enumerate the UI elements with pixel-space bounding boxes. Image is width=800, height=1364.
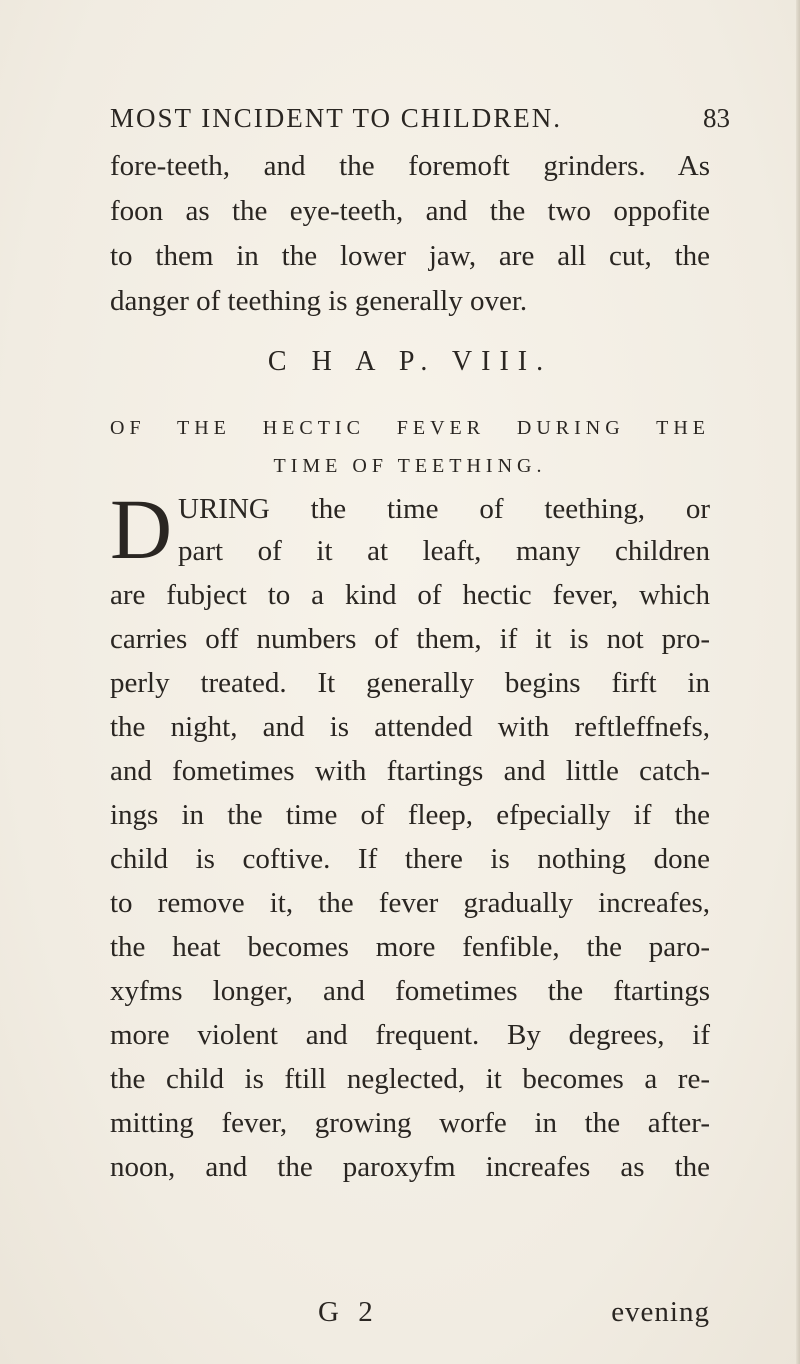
text-line: child is coftive. If there is nothing done (110, 843, 710, 875)
text-line: xyfms longer, and fometimes the ftartings (110, 975, 710, 1007)
signature-mark: G 2 (318, 1296, 379, 1328)
running-head (110, 100, 730, 136)
text-line: the child is ftill neglected, it becomes a re- (110, 1063, 710, 1095)
catchword: evening (611, 1296, 710, 1328)
chapter-heading: C H A P. VIII. (267, 346, 553, 377)
chapter-subheading-line-1: OF THE HECTIC FEVER DURING THE (110, 417, 710, 439)
page-edge (796, 0, 800, 1364)
text-line: and fometimes with ftartings and little catch- (110, 755, 710, 787)
text-line: ings in the time of fleep, efpecially if the (110, 799, 710, 831)
text-line: foon as the eye-teeth, and the two oppofite (110, 195, 710, 227)
text-line: the night, and is attended with reftleffnefs, (110, 711, 710, 743)
text-line: noon, and the paroxyfm increafes as the (110, 1151, 710, 1183)
text-line: part of it at leaft, many children (178, 535, 710, 567)
text-line: URING the time of teething, or (178, 493, 710, 525)
page-number: 83 (703, 103, 730, 133)
drop-cap: D (110, 481, 173, 577)
text-line: to them in the lower jaw, are all cut, the (110, 240, 710, 272)
text-line: danger of teething is generally over. (110, 285, 528, 317)
text-line: more violent and frequent. By degrees, if (110, 1019, 710, 1051)
text-line: are fubject to a kind of hectic fever, which (110, 579, 710, 611)
text-line: to remove it, the fever gradually increafes, (110, 887, 710, 919)
text-line: perly treated. It generally begins firft in (110, 667, 710, 699)
text-line: the heat becomes more fenfible, the paro- (110, 931, 710, 963)
text-line: carries off numbers of them, if it is not pro- (110, 623, 710, 655)
text-line: mitting fever, growing worfe in the after- (110, 1107, 710, 1139)
page-footer (110, 1292, 710, 1332)
text-line: fore-teeth, and the foremoft grinders. As (110, 150, 710, 182)
chapter-subheading-line-2: TIME OF TEETHING. (273, 455, 547, 477)
running-title: MOST INCIDENT TO CHILDREN. (110, 103, 563, 133)
